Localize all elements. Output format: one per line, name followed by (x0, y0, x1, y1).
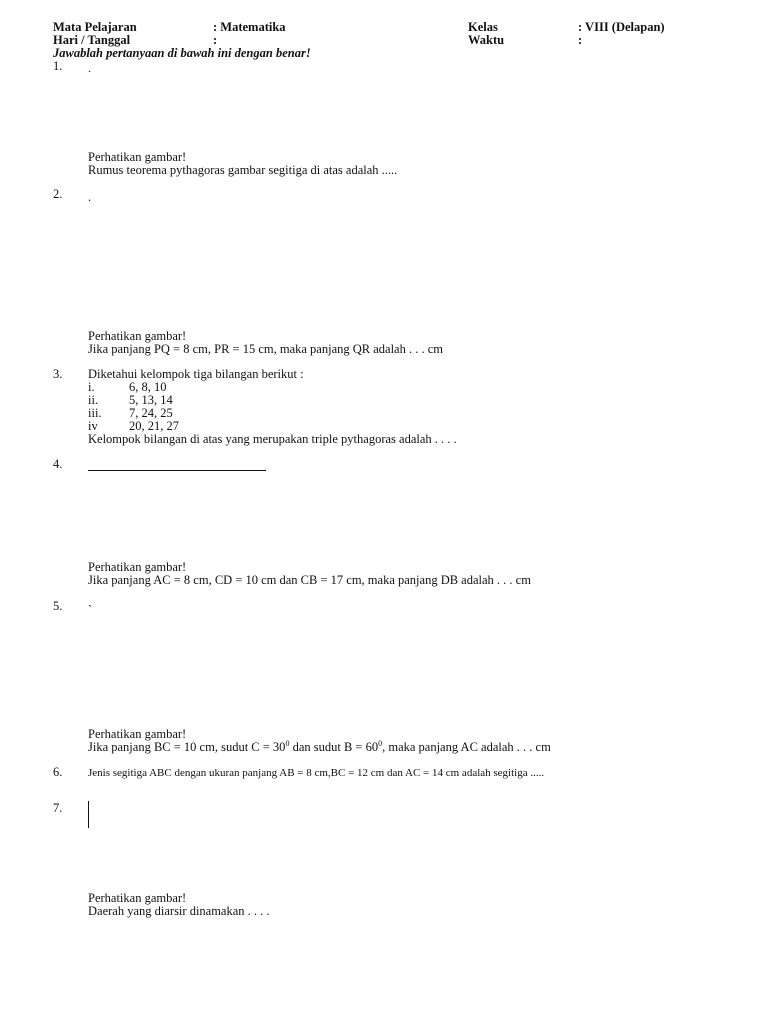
q1-number: 1. (53, 59, 63, 73)
q3-item-value: 7, 24, 25 (129, 406, 173, 420)
q2-number: 2. (53, 187, 63, 201)
q2-line1: Perhatikan gambar! (88, 329, 187, 343)
subject-label: Mata Pelajaran (53, 20, 137, 34)
q4-line2: Jika panjang AC = 8 cm, CD = 10 cm dan CB = 17 cm, maka panjang DB adalah . . . cm (88, 573, 531, 587)
q1-line1: Perhatikan gambar! (88, 150, 187, 164)
time-label: Waktu (468, 33, 505, 47)
q3-question: Kelompok bilangan di atas yang merupakan triple pythagoras adalah . . . . (88, 432, 457, 446)
q3-item-label: iv (88, 419, 98, 433)
q2-line2: Jika panjang PQ = 8 cm, PR = 15 cm, maka panjang QR adalah . . . cm (88, 342, 444, 356)
q3-item-label: iii. (88, 406, 102, 420)
time-value: : (578, 33, 583, 47)
q3-item-label: ii. (88, 393, 99, 407)
class-value: : VIII (Delapan) (578, 20, 665, 34)
q6-number: 6. (53, 765, 63, 779)
q7-line1: Perhatikan gambar! (88, 891, 187, 905)
q4-number: 4. (53, 457, 63, 471)
q5-line1: Perhatikan gambar! (88, 727, 187, 741)
instruction: Jawablah pertanyaan di bawah ini dengan benar! (53, 46, 311, 60)
q6-text: Jenis segitiga ABC dengan ukuran panjang AB = 8 cm,BC = 12 cm dan AC = 14 cm adalah segitiga ..... (88, 767, 545, 779)
day-label: Hari / Tanggal (53, 33, 131, 47)
text-cursor (88, 801, 89, 828)
q3-item-value: 6, 8, 10 (129, 380, 167, 394)
q5-number: 5. (53, 599, 63, 613)
q3-item-value: 5, 13, 14 (129, 393, 173, 407)
q4-answer-line (88, 470, 266, 471)
subject-value: : Matematika (213, 20, 286, 34)
q1-image-placeholder: . (88, 61, 92, 75)
q3-item-value: 20, 21, 27 (129, 419, 179, 433)
q3-item-label: i. (88, 380, 95, 394)
q2-image-placeholder: . (88, 190, 92, 204)
q1-line2: Rumus teorema pythagoras gambar segitiga di atas adalah ..... (88, 163, 398, 177)
class-label: Kelas (468, 20, 498, 34)
q5-line2: Jika panjang BC = 10 cm, sudut $C = 30^0$ dan sudut $B = 60^0$, maka panjang AC adalah . . . cm (88, 738, 551, 754)
day-value: : (213, 33, 218, 47)
q5-image-placeholder: ` (88, 603, 93, 617)
q3-number: 3. (53, 367, 63, 381)
q7-line2: Daerah yang diarsir dinamakan . . . . (88, 904, 270, 918)
q4-line1: Perhatikan gambar! (88, 560, 187, 574)
q3-intro: Diketahui kelompok tiga bilangan berikut : (88, 367, 304, 381)
q7-number: 7. (53, 801, 63, 815)
